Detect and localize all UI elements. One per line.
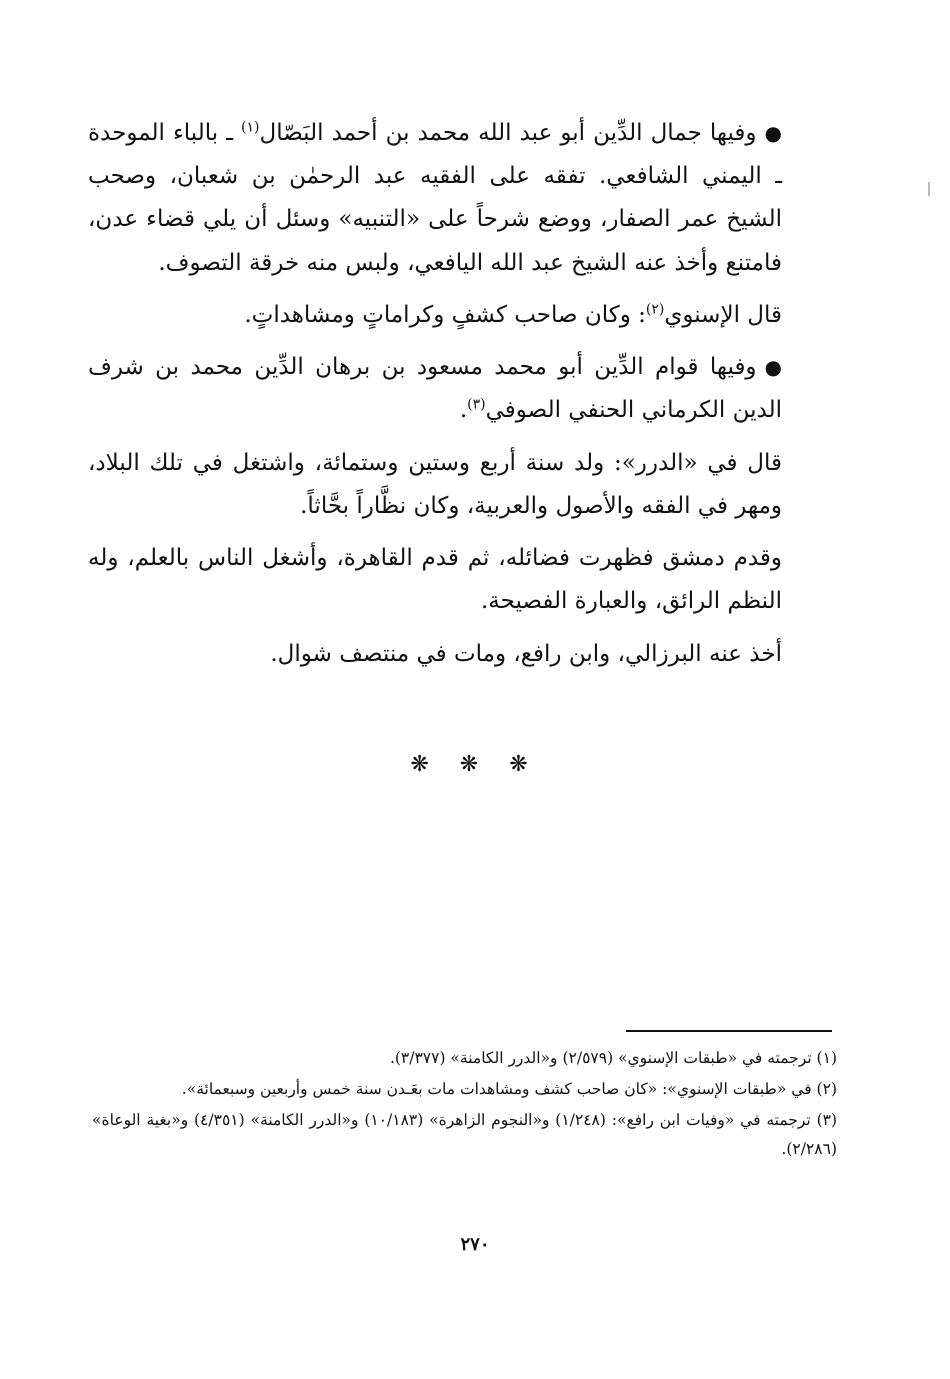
entry-basal-heading: وفيها جمال الدِّين أبو عبد الله محمد بن أحمد البَصّال [259, 120, 757, 146]
paragraph-akhadh: أخذ عنه البرزالي، وابن رافع، ومات في منتصف شوال. [270, 640, 782, 667]
entry-kirmani [88, 346, 838, 432]
scan-artifact [928, 182, 930, 196]
footnote-ref-3: (٣) [467, 396, 486, 413]
entry-basal-text: ـ بالباء الموحدة ـ اليمني الشافعي. تفقه على الفقيه عبد الرحمٰن بن شعبان، وصحب الشيخ عمر الصفار، ووضع شرحاً على «التنبيه» وسئل أن يلي قضاء عدن، فامتنع وأخذ عنه الشيخ عبد الله اليافعي، ولبس منه خرقة التصوف. [88, 120, 782, 276]
footnote-ref-2: (٢) [645, 301, 665, 318]
entry-kirmani-end: . [459, 397, 468, 424]
paragraph-durar: قال في «الدرر»: ولد سنة أربع وستين وستمائة، واشتغل في تلك البلاد، ومهر في الفقه والأصول والعربية، وكان نظَّاراً بحَّاثاً. [88, 449, 782, 519]
section-separator: ❋ ❋ ❋ [410, 752, 540, 777]
footnote-1: (١) ترجمته في «طبقات الإسنوي» (٢/٥٧٩) و«الدرر الكامنة» (٣/٣٧٧). [389, 1049, 837, 1067]
footnote-3: (٣) ترجمته في «وفيات ابن رافع»: (١/٢٤٨) و«النجوم الزاهرة» (١٠/١٨٣) و«الدرر الكامنة» (٤/٣٥١) و«بغية الوعاة» (٢/٢٨٦). [92, 1111, 838, 1159]
footnotes-block [92, 1044, 837, 1167]
footnote-2: (٢) في «طبقات الإسنوي»: «كان صاحب كشف ومشاهدات مات بعَـدن سنة خمس وأربعين وسبعمائة». [181, 1080, 837, 1099]
footnote-divider [626, 1030, 832, 1032]
quote-isnawi-lead: قال الإسنوي [664, 301, 782, 328]
footnote-ref-1: (١) [241, 119, 260, 136]
paragraph-dimashq: وقدم دمشق فظهرت فضائله، ثم قدم القاهرة، وأشغل الناس بالعلم، وله النظم الرائق، والعبارة الفصيحة. [88, 545, 782, 615]
quote-isnawi-text: : وكان صاحب كشفٍ وكراماتٍ ومشاهداتٍ. [244, 301, 646, 328]
entry-kirmani-heading: وفيها قوام الدِّين أبو محمد مسعود بن برهان الدِّين محمد بن شرف الدين الكرماني الحنفي الصوفي [88, 354, 782, 424]
bullet-icon: ● [764, 121, 782, 145]
bullet-icon: ● [764, 355, 782, 380]
quote-isnawi [88, 294, 838, 337]
entry-basal [88, 112, 838, 285]
main-text-block [88, 112, 838, 685]
page-number: ٢٧٠ [460, 1234, 490, 1255]
